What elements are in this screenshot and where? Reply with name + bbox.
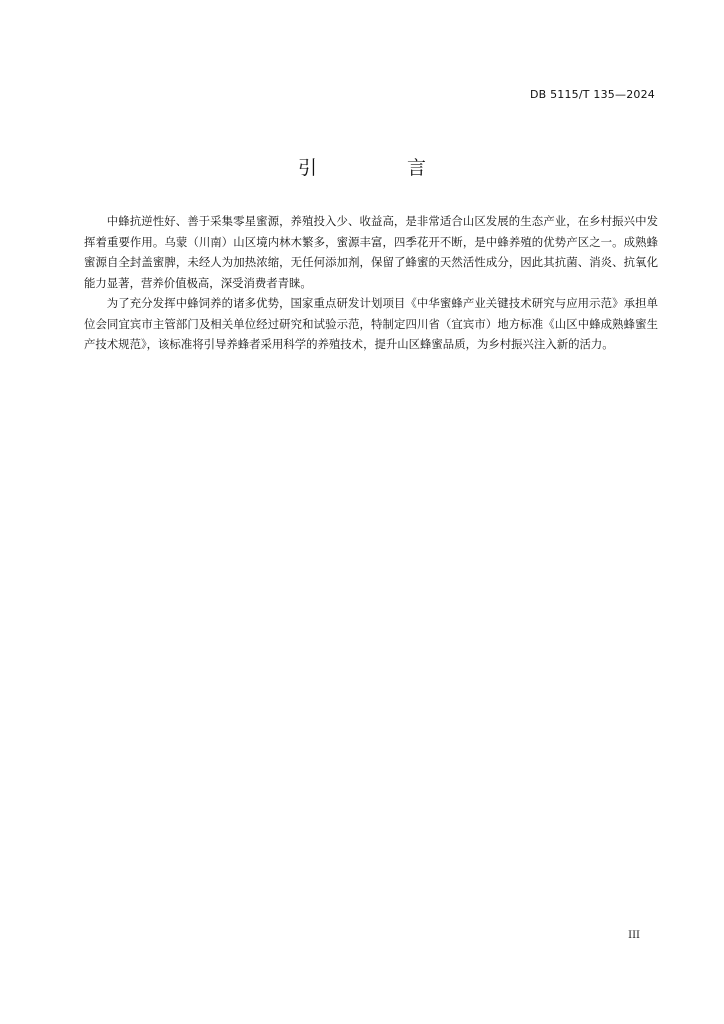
page-title: 引 言 [297, 157, 469, 179]
paragraph-2: 为了充分发挥中蜂饲养的诸多优势，国家重点研发计划项目《中华蜜蜂产业关键技术研究与应用示范》承担单位会同宜宾市主管部门及相关单位经过研究和试验示范，特制定四川省（宜宾市）地方标准《山区中蜂成熟蜂蜜生产技术规范》，该标准将引导养蜂者采用科学的养殖技术，提升山区蜂蜜品质，为乡村振兴注入新的活力。 [84, 296, 658, 351]
standard-code: DB 5115/T 135—2024 [529, 88, 655, 101]
body-text [84, 211, 658, 355]
paragraph-1: 中蜂抗逆性好、善于采集零星蜜源，养殖投入少、收益高，是非常适合山区发展的生态产业，在乡村振兴中发挥着重要作用。乌蒙（川南）山区境内林木繁多，蜜源丰富，四季花开不断，是中蜂养殖的优势产区之一。成熟蜂蜜源自全封盖蜜脾，未经人为加热浓缩，无任何添加剂，保留了蜂蜜的天然活性成分，因此其抗菌、消炎、抗氧化能力显著，营养价值极高，深受消费者青睐。 [84, 214, 658, 290]
page-number: III [628, 930, 640, 941]
